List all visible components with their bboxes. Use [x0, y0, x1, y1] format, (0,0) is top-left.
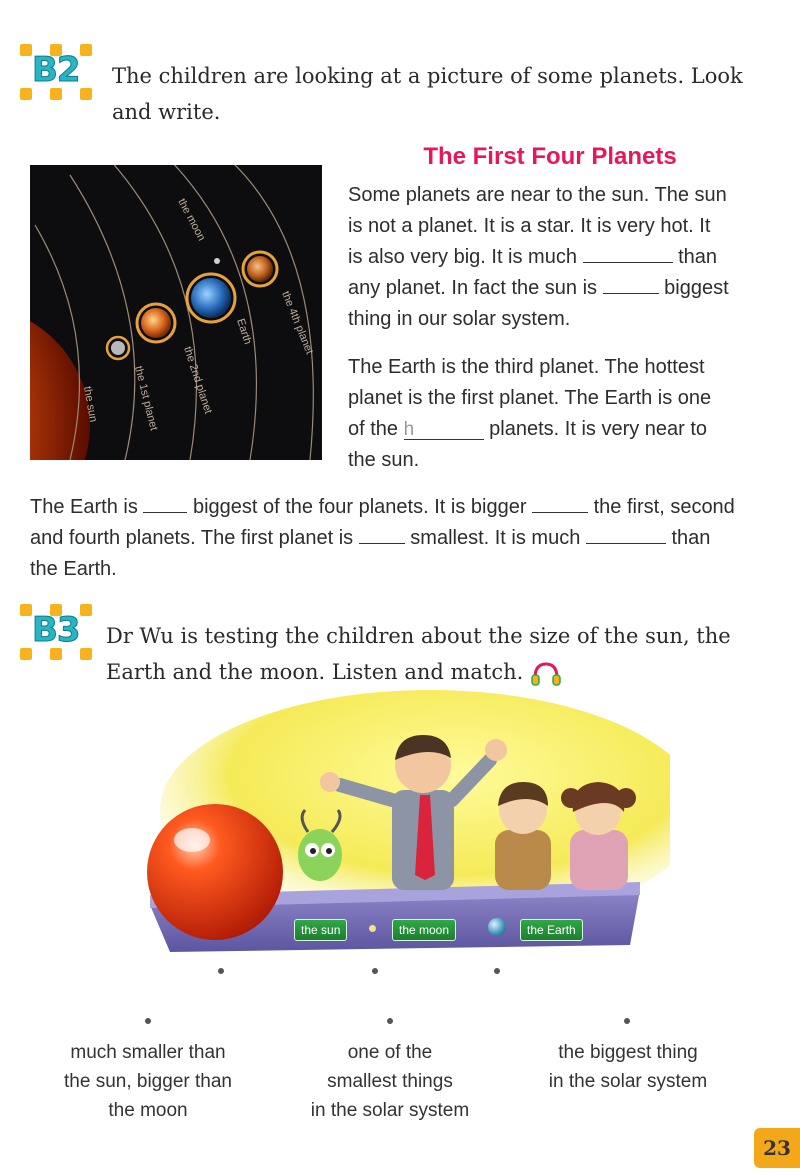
tag-the-moon: the moon [392, 919, 456, 941]
answer-option-1: much smaller than the sun, bigger than the moon [64, 1042, 232, 1121]
answer-option-2: one of the smallest things in the solar system [310, 1042, 470, 1121]
blank-input[interactable] [586, 525, 666, 544]
blank-input[interactable] [583, 244, 673, 263]
reading-paragraph-2: The Earth is the third planet. The hottest planet is the first planet. The Earth is one of the h planets. It is very near to the sun. [348, 356, 712, 471]
match-dot-moon[interactable] [372, 968, 378, 974]
blank-input[interactable] [532, 494, 588, 513]
tag-the-earth: the Earth [520, 919, 583, 941]
match-dot-answer-2[interactable] [387, 1018, 393, 1024]
moon-dot [369, 925, 376, 932]
headphones-icon[interactable] [530, 660, 562, 688]
section-badge-b3 [20, 604, 92, 660]
badge-label: B3 [32, 610, 80, 650]
blank-input-hinted[interactable]: h [404, 421, 484, 440]
reading-paragraph-3: The Earth is biggest of the four planets. It is bigger the first, second and fourth planets. The first planet is smallest. It is much than the Earth. [30, 496, 735, 580]
earth-ball [488, 918, 506, 936]
blank-input[interactable] [143, 494, 187, 513]
sun-ball [147, 804, 283, 940]
label-2nd-planet: the 2nd planet [181, 345, 215, 416]
label-earth: Earth [234, 317, 254, 346]
b2-instruction: The children are looking at a picture of some planets. Look and write. [112, 64, 743, 124]
label-the-sun: the sun [81, 385, 100, 424]
match-dot-answer-3[interactable] [624, 1018, 630, 1024]
match-dot-sun[interactable] [218, 968, 224, 974]
section-badge-b2 [20, 44, 92, 100]
label-4th-planet: the 4th planet [279, 289, 316, 356]
b3-instruction: Dr Wu is testing the children about the size of the sun, the Earth and the moon. Listen and match. [106, 618, 766, 690]
badge-label: B2 [32, 50, 80, 90]
solar-system-illustration [30, 165, 322, 460]
blank-input[interactable] [603, 275, 659, 294]
label-the-moon: the moon [175, 196, 208, 243]
reading-title: The First Four Planets [423, 143, 677, 170]
tag-the-sun: the sun [294, 919, 347, 941]
planets-picture [30, 165, 322, 460]
answer-option-3: the biggest thing in the solar system [548, 1042, 708, 1092]
reading-paragraph-1: Some planets are near to the sun. The sun is not a planet. It is a star. It is very hot. It is also very big. It is much than any planet. In fact the sun is biggest thing in our solar system. [348, 184, 729, 330]
match-dot-answer-1[interactable] [145, 1018, 151, 1024]
match-dot-earth[interactable] [494, 968, 500, 974]
page-number: 23 [754, 1128, 800, 1168]
blank-input[interactable] [359, 525, 405, 544]
label-1st-planet: the 1st planet [132, 364, 160, 432]
